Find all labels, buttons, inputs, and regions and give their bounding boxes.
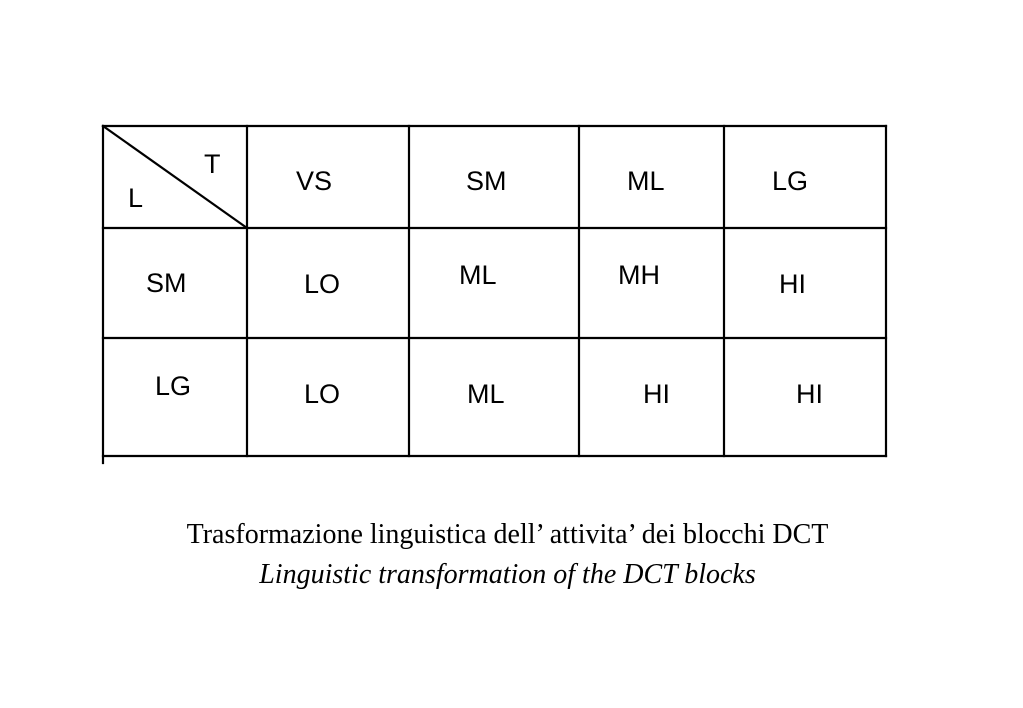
table-cell: HI — [796, 379, 823, 409]
corner-label-t: T — [204, 149, 221, 179]
table-cell: MH — [618, 260, 660, 290]
row-header-lg: LG — [155, 371, 192, 401]
table-cell: LO — [304, 269, 341, 299]
column-header-sm: SM — [466, 166, 507, 196]
corner-label-l: L — [128, 183, 144, 213]
table-cell: ML — [467, 379, 505, 409]
corner-diagonal — [103, 126, 247, 228]
table-cell: ML — [459, 260, 497, 290]
caption-english: Linguistic transformation of the DCT blocks — [259, 559, 756, 590]
column-header-lg: LG — [772, 166, 809, 196]
column-header-vs: VS — [296, 166, 333, 196]
caption-italian: Trasformazione linguistica dell’ attivita’ dei blocchi DCT — [186, 519, 829, 550]
table-cell: LO — [304, 379, 341, 409]
table-cell: HI — [643, 379, 670, 409]
column-header-ml: ML — [627, 166, 665, 196]
row-header-sm: SM — [146, 268, 187, 298]
table-cell: HI — [779, 269, 806, 299]
